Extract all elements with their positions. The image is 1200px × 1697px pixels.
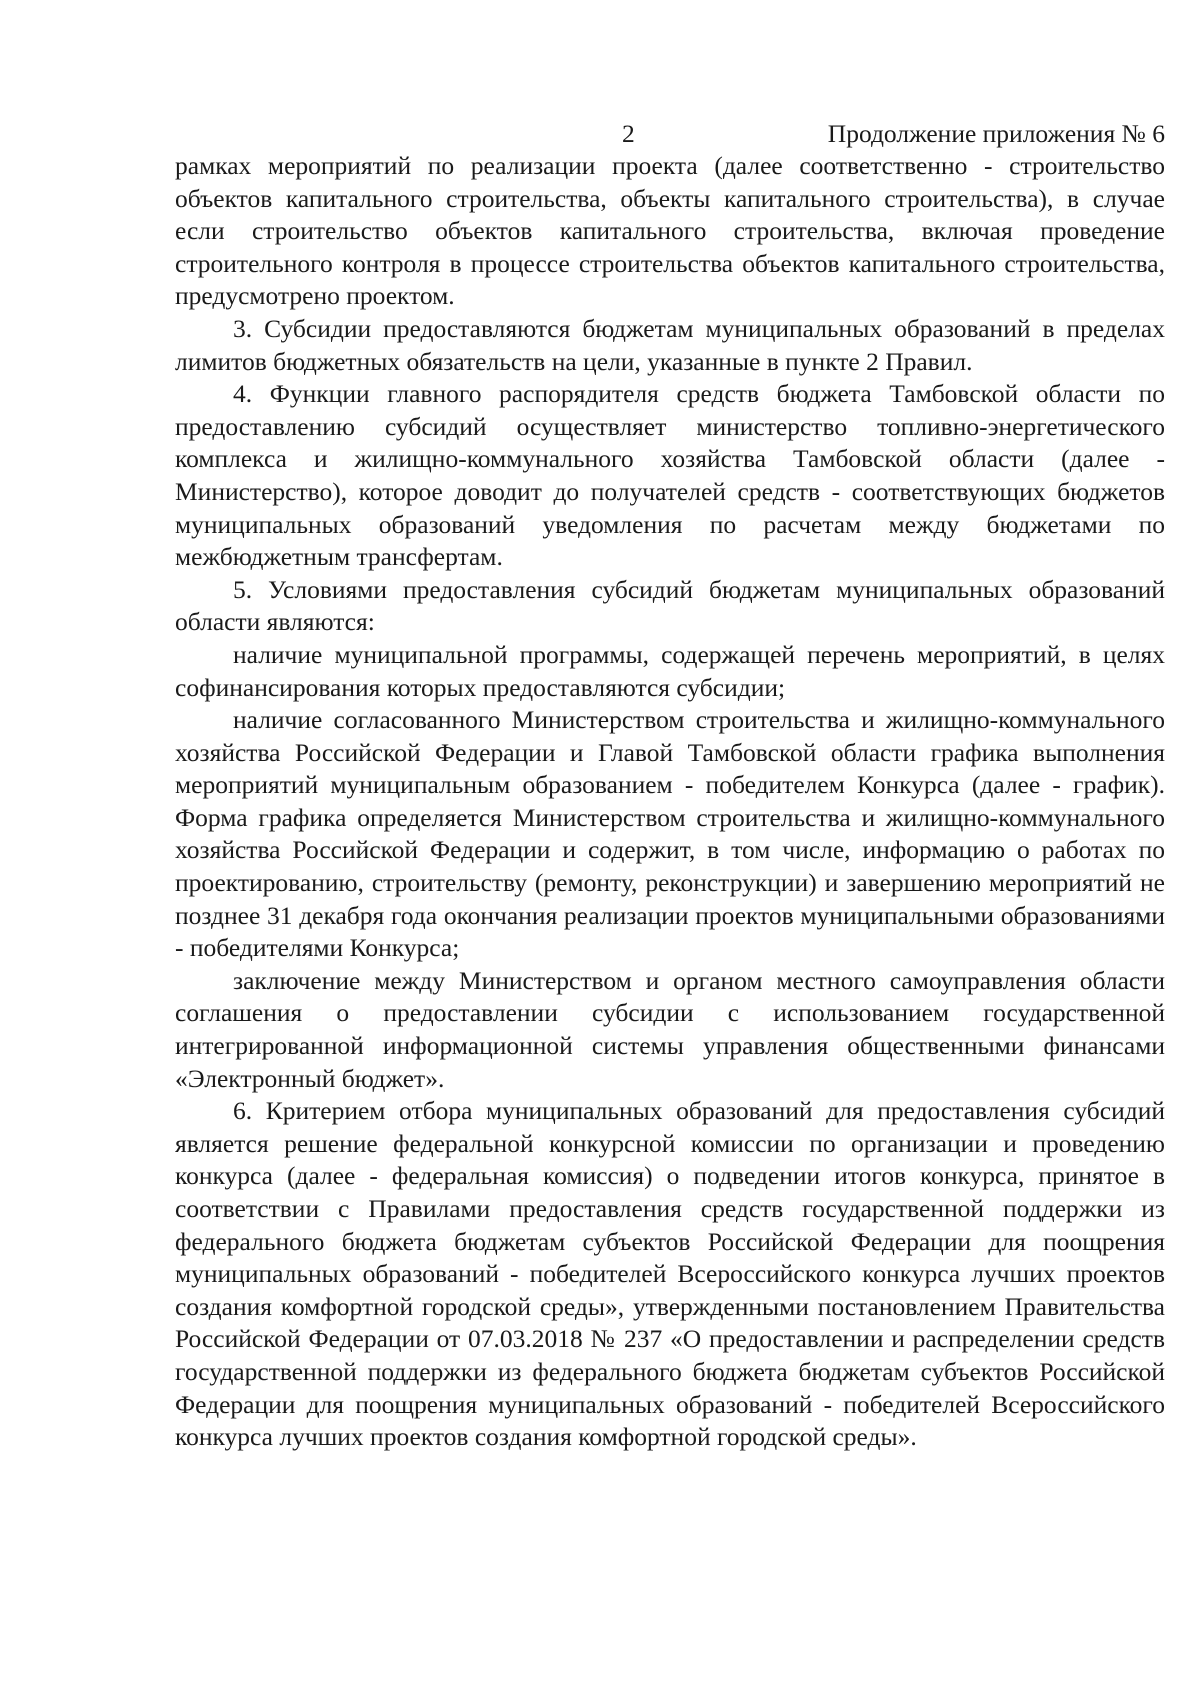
page-header	[175, 118, 1165, 150]
paragraph-condition-schedule: наличие согласованного Министерством строительства и жилищно-коммунального хозяйства Российской Федерации и Главой Тамбовской области графика выполнения мероприятий муниципальным образованием - победителем Конкурса (далее - график). Форма графика определяется Министерством строительства и жилищно-коммунального хозяйства Российской Федерации и содержит, в том числе, информацию о работах по проектированию, строительству (ремонту, реконструкции) и завершению мероприятий не позднее 31 декабря года окончания реализации проектов муниципальными образованиями - победителями Конкурса;	[175, 705, 1165, 963]
paragraph-continuation: рамках мероприятий по реализации проекта (далее соответственно - строительство объектов капитального строительства, объекты капитального строительства), в случае если строительство объектов капитального строительства, включая проведение строительного контроля в процессе строительства объектов капитального строительства, предусмотрено проектом.	[175, 151, 1165, 311]
appendix-continuation-label: Продолжение приложения № 6	[827, 119, 1165, 148]
paragraph-condition-program: наличие муниципальной программы, содержащей перечень мероприятий, в целях софинансирования которых предоставляются субсидии;	[175, 639, 1165, 702]
document-body	[175, 150, 1165, 1454]
paragraph-item-5: 5. Условиями предоставления субсидий бюджетам муниципальных образований области являются:	[175, 574, 1165, 637]
paragraph-item-4: 4. Функции главного распорядителя средств бюджета Тамбовской области по предоставлению субсидий осуществляет министерство топливно-энергетического комплекса и жилищно-коммунального хозяйства Тамбовской области (далее - Министерство), которое доводит до получателей средств - соответствующих бюджетов муниципальных образований уведомления по расчетам между бюджетами по межбюджетным трансфертам.	[175, 379, 1165, 572]
paragraph-condition-agreement: заключение между Министерством и органом местного самоуправления области соглашения о предоставлении субсидии с использованием государственной интегрированной информационной системы управления общественными финансами «Электронный бюджет».	[175, 965, 1165, 1093]
page-number: 2	[622, 119, 635, 148]
paragraph-item-6: 6. Критерием отбора муниципальных образований для предоставления субсидий является решение федеральной конкурсной комиссии по организации и проведению конкурса (далее - федеральная комиссия) о подведении итогов конкурса, принятое в соответствии с Правилами предоставления средств государственной поддержки из федерального бюджета бюджетам субъектов Российской Федерации для поощрения муниципальных образований - победителей Всероссийского конкурса лучших проектов создания комфортной городской среды», утвержденными постановлением Правительства Российской Федерации от 07.03.2018 № 237 «О предоставлении и распределении средств государственной поддержки из федерального бюджета бюджетам субъектов Российской Федерации для поощрения муниципальных образований - победителей Всероссийского конкурса лучших проектов создания комфортной городской среды».	[175, 1096, 1165, 1452]
paragraph-item-3: 3. Субсидии предоставляются бюджетам муниципальных образований в пределах лимитов бюджетных обязательств на цели, указанные в пункте 2 Правил.	[175, 313, 1165, 376]
